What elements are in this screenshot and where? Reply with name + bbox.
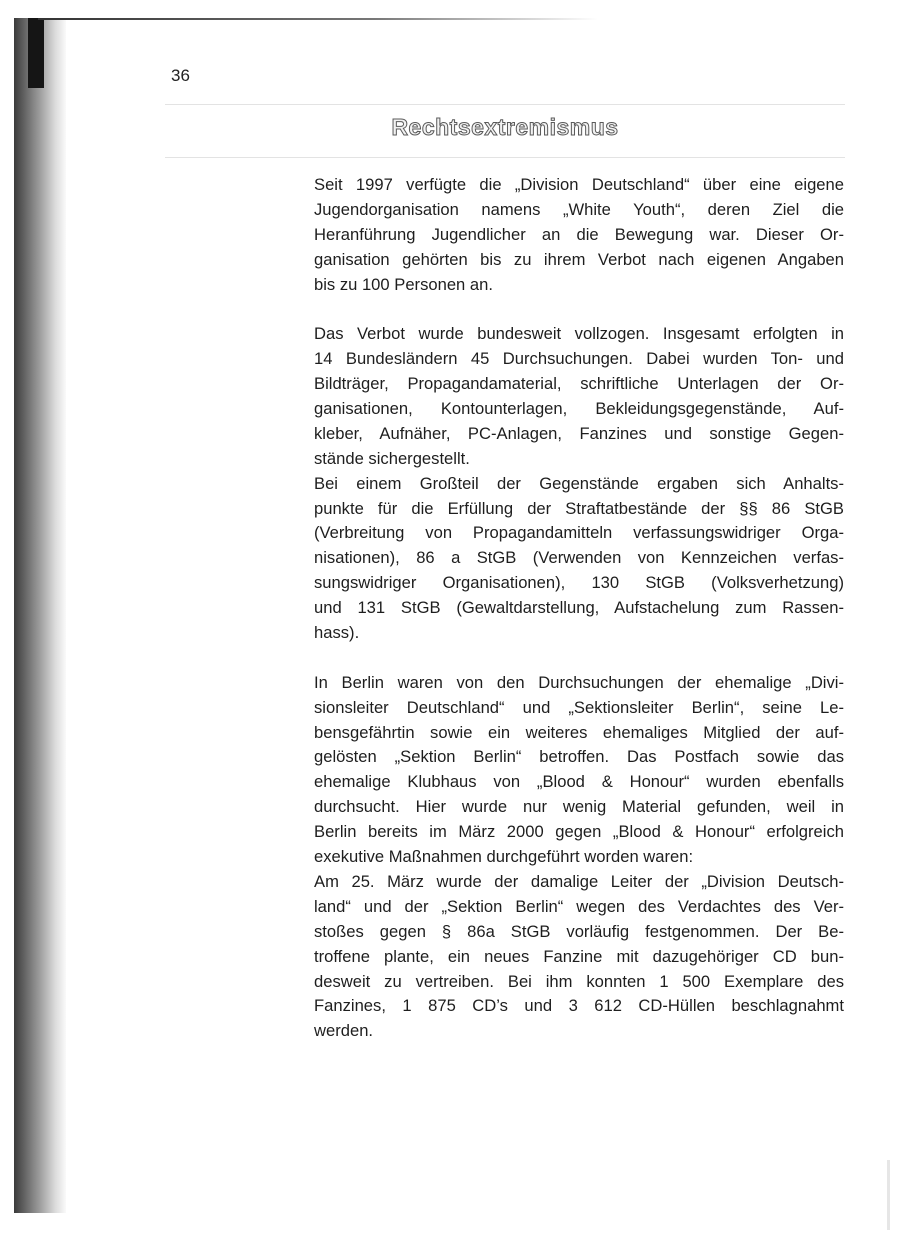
text-line: exekutive Maßnahmen durchgeführt worden waren: (314, 847, 694, 867)
text-line: und 131 StGB (Gewaltdarstellung, Aufstachelung zum Rassen- (314, 598, 844, 618)
text-line: (Verbreitung von Propagandamitteln verfassungswidriger Orga- (314, 523, 844, 543)
header-rule-bottom (165, 157, 845, 158)
text-line: punkte für die Erfüllung der Straftatbestände der §§ 86 StGB (314, 498, 844, 518)
paragraph (314, 173, 844, 297)
paragraph-gap (314, 297, 844, 322)
binding-dark-strip (28, 18, 44, 88)
text-line: Bei einem Großteil der Gegenstände ergaben sich Anhalts- (314, 473, 844, 493)
text-line: Bildträger, Propagandamaterial, schriftliche Unterlagen der Or- (314, 374, 844, 394)
text-line: kleber, Aufnäher, PC-Anlagen, Fanzines und sonstige Gegen- (314, 423, 844, 443)
text-line: ehemalige Klubhaus von „Blood & Honour“ wurden ebenfalls (314, 772, 844, 792)
text-line: Jugendorganisation namens „White Youth“, deren Ziel die (314, 199, 844, 219)
header-rule-top (165, 104, 845, 105)
paragraph (314, 870, 844, 1044)
text-line: sionsleiter Deutschland“ und „Sektionsleiter Berlin“, seine Le- (314, 697, 844, 717)
text-line: gelösten „Sektion Berlin“ betroffen. Das Postfach sowie das (314, 747, 844, 767)
text-line: desweit zu vertreiben. Bei ihm konnten 1 500 Exemplare des (314, 971, 844, 991)
text-line: nisationen), 86 a StGB (Verwenden von Kennzeichen verfas- (314, 548, 844, 568)
paragraph (314, 472, 844, 646)
text-line: Das Verbot wurde bundesweit vollzogen. Insgesamt erfolgten in (314, 324, 844, 344)
text-line: hass). (314, 623, 360, 643)
text-line: durchsucht. Hier wurde nur wenig Material gefunden, weil in (314, 797, 844, 817)
text-line: land“ und der „Sektion Berlin“ wegen des Verdachtes des Ver- (314, 896, 844, 916)
text-line: Berlin bereits im März 2000 gegen „Blood & Honour“ erfolgreich (314, 822, 844, 842)
text-line: stoßes gegen § 86a StGB vorläufig festgenommen. Der Be- (314, 921, 844, 941)
running-header: Rechtsextremismus (391, 114, 619, 140)
page-top-edge (38, 18, 598, 20)
text-line: Seit 1997 verfügte die „Division Deutschland“ über eine eigene (314, 175, 844, 194)
text-line: sungswidriger Organisationen), 130 StGB (Volksverhetzung) (314, 573, 844, 593)
paragraph (314, 671, 844, 870)
text-line: ganisation gehörten bis zu ihrem Verbot nach eigenen Angaben (314, 249, 844, 269)
text-line: Heranführung Jugendlicher an die Bewegung war. Dieser Or- (314, 224, 844, 244)
text-line: Fanzines, 1 875 CD’s und 3 612 CD-Hüllen beschlagnahmt (314, 996, 844, 1016)
text-line: ganisationen, Kontounterlagen, Bekleidungsgegenstände, Auf- (314, 399, 844, 419)
text-line: werden. (314, 1021, 374, 1041)
binding-shadow (14, 18, 66, 1213)
text-line: Am 25. März wurde der damalige Leiter der „Division Deutsch- (314, 871, 844, 891)
text-line: In Berlin waren von den Durchsuchungen der ehemalige „Divi- (314, 672, 844, 692)
paragraph-gap (314, 646, 844, 671)
text-line: stände sichergestellt. (314, 448, 470, 468)
body-text (314, 173, 844, 1044)
paragraph (314, 322, 844, 471)
text-line: troffene plante, ein neues Fanzine mit dazugehöriger CD bun- (314, 946, 844, 966)
text-line: bensgefährtin sowie ein weiteres ehemaliges Mitglied der auf- (314, 722, 844, 742)
page-right-edge (887, 1160, 890, 1230)
text-line: 14 Bundesländern 45 Durchsuchungen. Dabei wurden Ton- und (314, 349, 844, 369)
page-number: 36 (171, 66, 190, 85)
text-line: bis zu 100 Personen an. (314, 274, 493, 294)
